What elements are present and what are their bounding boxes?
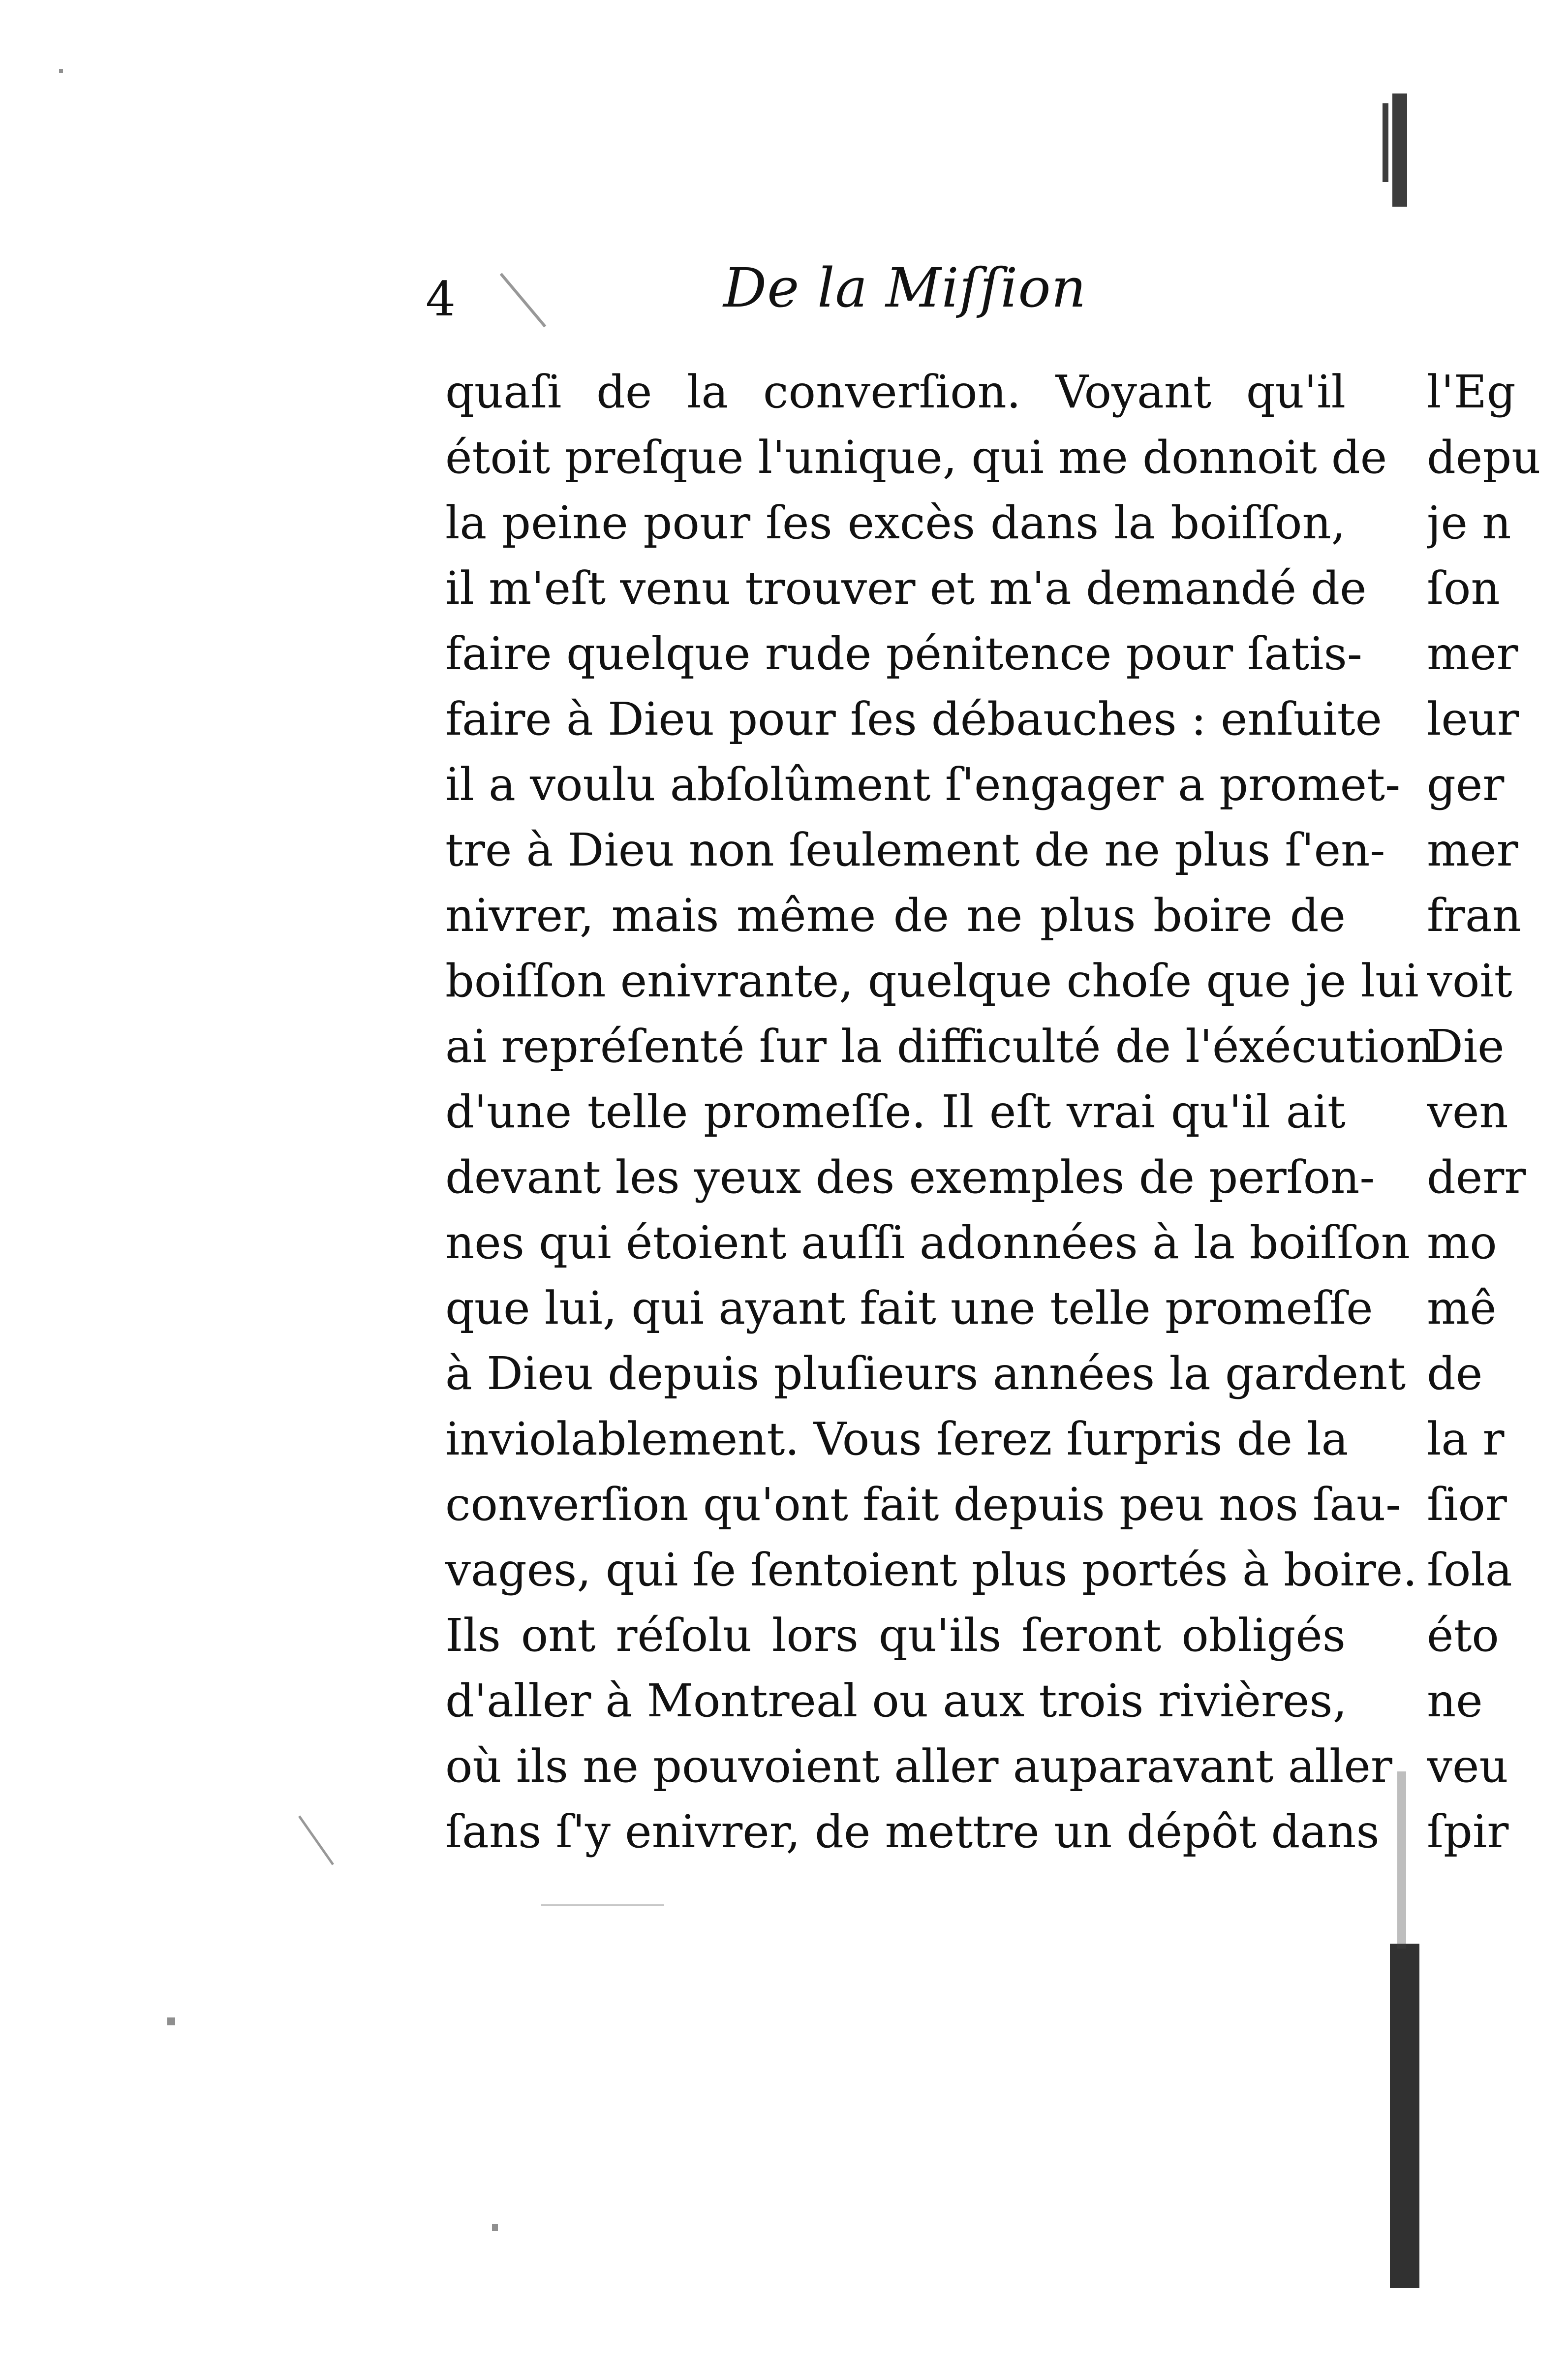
text-line: faire à Dieu pour ſes débauches : enſuite: [445, 693, 1383, 745]
fragment-line: je n: [1427, 496, 1511, 549]
text-line: que lui, qui ayant fait une telle promeſſe: [445, 1282, 1373, 1334]
text-line: devant les yeux des exemples de perſon-: [445, 1151, 1375, 1204]
text-line: nes qui étoient auſſi adonnées à la boiſſon: [445, 1216, 1411, 1269]
text-line: quaſi de la converſion. Voyant qu'il: [445, 366, 1346, 418]
fragment-line: ger: [1427, 758, 1505, 811]
fragment-line: derr: [1427, 1151, 1526, 1204]
stray-mark: [1397, 1771, 1406, 1949]
page-number: 4: [426, 272, 456, 327]
running-title: De la Miſſion: [723, 256, 1087, 319]
text-line: ai repréſenté ſur la difficulté de l'éxécution: [445, 1020, 1435, 1073]
fragment-line: ſon: [1427, 562, 1500, 615]
fragment-line: leur: [1427, 693, 1519, 745]
binding-shadow-top: [1392, 93, 1407, 207]
text-line: faire quelque rude pénitence pour ſatis-: [445, 627, 1362, 680]
fragment-line: mer: [1427, 824, 1518, 876]
text-line: où ils ne pouvoient aller auparavant aller: [445, 1740, 1392, 1793]
fragment-line: la r: [1427, 1413, 1505, 1465]
fragment-line: éto: [1427, 1609, 1499, 1662]
text-line: étoit preſque l'unique, qui me donnoit de: [445, 431, 1387, 484]
fragment-line: Die: [1427, 1020, 1505, 1073]
facing-page-fragments: [1427, 359, 1555, 1864]
body-text: [445, 359, 1435, 1864]
fragment-line: veu: [1427, 1740, 1508, 1793]
text-line: Ils ont réſolu lors qu'ils ſeront obligés: [445, 1609, 1346, 1662]
binding-shadow-bottom: [1390, 1944, 1419, 2288]
fragment-line: mê: [1427, 1282, 1497, 1334]
fragment-line: fran: [1427, 889, 1522, 942]
text-line: d'aller à Montreal ou aux trois rivières,: [445, 1674, 1347, 1727]
binding-shadow-top-thin: [1383, 103, 1388, 182]
text-line: ſans ſ'y enivrer, de mettre un dépôt dans: [445, 1805, 1380, 1858]
fragment-line: ſpir: [1427, 1805, 1509, 1858]
text-line: nivrer, mais même de ne plus boire de: [445, 889, 1346, 942]
fragment-line: ne: [1427, 1674, 1483, 1727]
stray-mark: [167, 2017, 175, 2025]
text-line: il a voulu abſolûment ſ'engager a promet-: [445, 758, 1401, 811]
stray-mark: [541, 1904, 664, 1906]
fragment-line: ſola: [1427, 1544, 1512, 1596]
stray-mark: [298, 1815, 334, 1865]
text-line: converſion qu'ont fait depuis peu nos ſau-: [445, 1478, 1401, 1531]
text-line: boiſſon enivrante, quelque choſe que je lui: [445, 955, 1419, 1007]
fragment-line: voit: [1427, 955, 1512, 1007]
fragment-line: ſior: [1427, 1478, 1507, 1531]
text-line: tre à Dieu non ſeulement de ne plus ſ'en-: [445, 824, 1385, 876]
stray-mark: [492, 2224, 498, 2231]
fragment-line: ven: [1427, 1085, 1508, 1138]
text-line: il m'eſt venu trouver et m'a demandé de: [445, 562, 1367, 615]
text-line: à Dieu depuis pluſieurs années la gardent: [445, 1347, 1406, 1400]
text-line: d'une telle promeſſe. Il eſt vrai qu'il ait: [445, 1085, 1346, 1138]
text-line: vages, qui ſe ſentoient plus portés à boire.: [445, 1544, 1417, 1596]
fragment-line: de: [1427, 1347, 1483, 1400]
stray-mark: [59, 69, 63, 73]
fragment-line: mer: [1427, 627, 1518, 680]
stray-mark: [500, 273, 547, 327]
text-line: la peine pour ſes excès dans la boiſſon,: [445, 496, 1346, 549]
fragment-line: mo: [1427, 1216, 1497, 1269]
fragment-line: l'Eg: [1427, 366, 1516, 418]
fragment-line: depu: [1427, 431, 1541, 484]
text-line: inviolablement. Vous ſerez ſurpris de la: [445, 1413, 1349, 1465]
